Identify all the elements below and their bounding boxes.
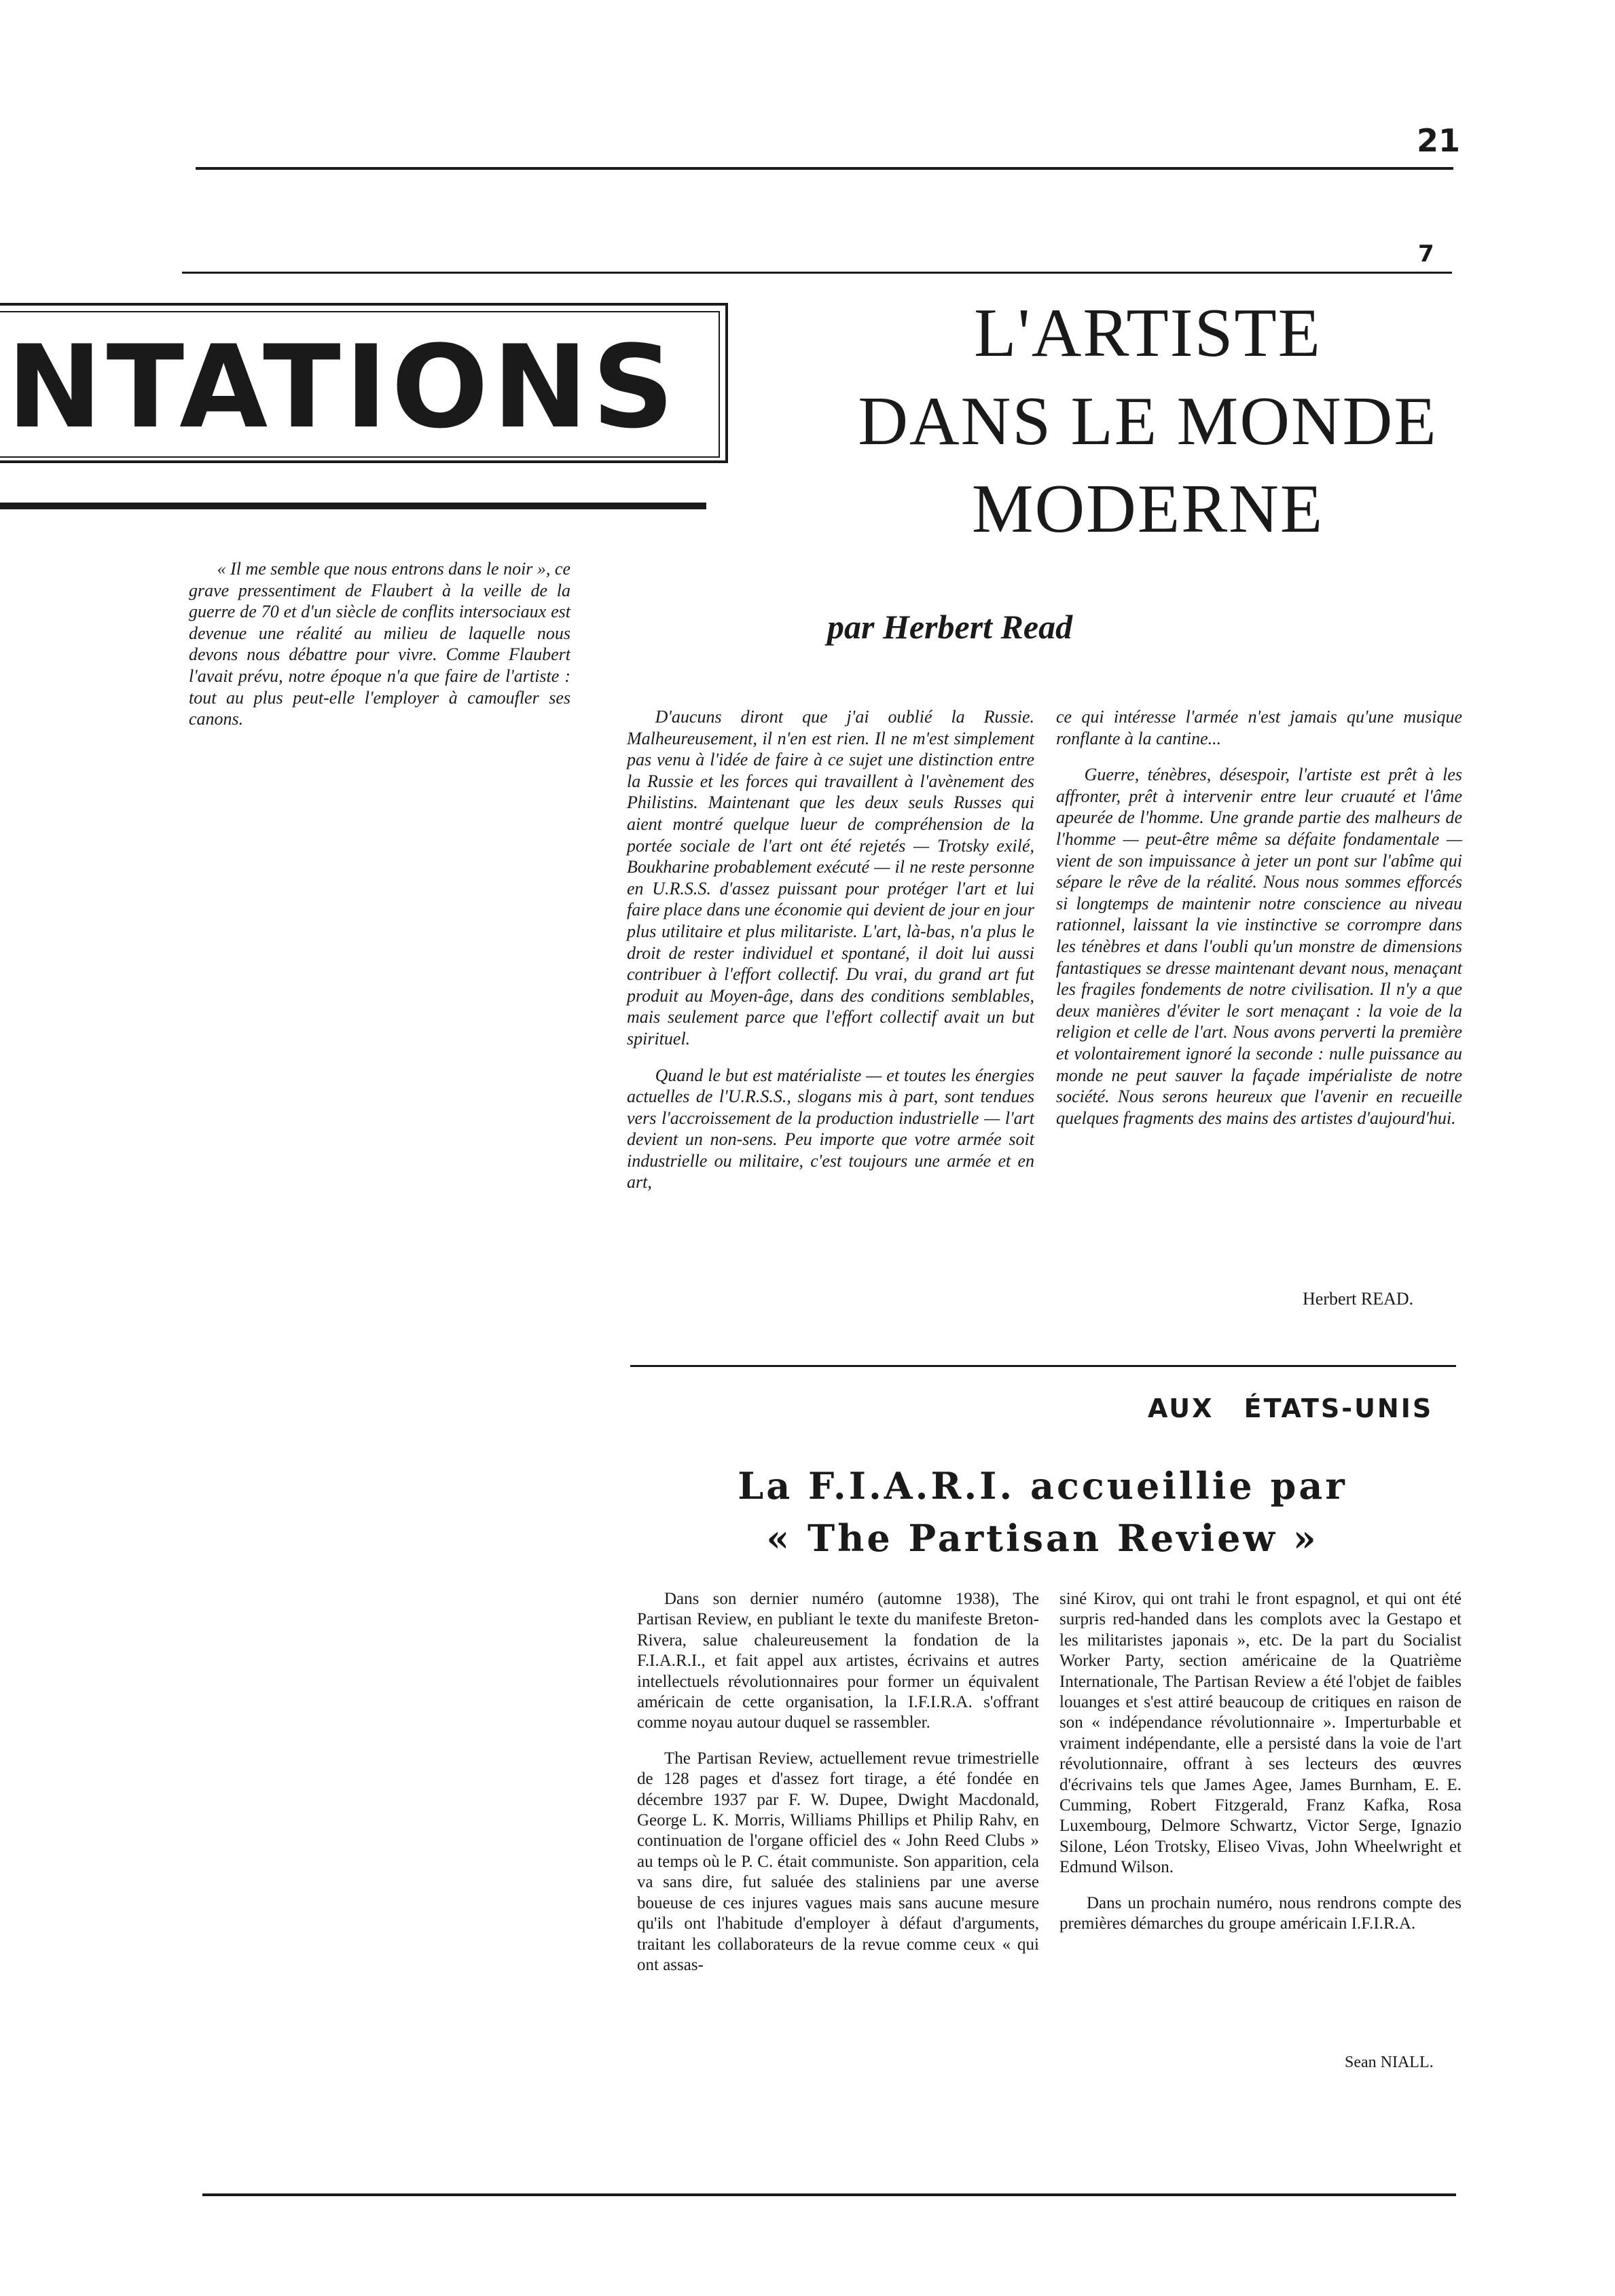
us-left-paragraph-2: The Partisan Review, actuellement revue trimestrielle de 128 pages et d'assez fort tirage, a été fondée en décembre 1937 par F. W. Dupee, Dwight Macdonald, George L. K. Morris, Williams Phillips et Philip Rahv, en continuation de l'organe officiel des « John Reed Clubs » au temps où le P. C. était communiste. Son apparition, cela va sans dire, fut saluée des staliniens par une averse boueuse de ces injures vagues mais sans aucune mesure qu'ils ont l'habitude d'employer à défaut d'arguments, traitant les collaborateurs de la revue comme ceux « qui ont assas- <box>637 1749 1039 1974</box>
us-left-paragraph-1: Dans son dernier numéro (automne 1938), The Partisan Review, en publiant le texte du manifeste Breton-Rivera, salue chaleureusement la fondation de la F.I.A.R.I., et fait appel aux artistes, écrivains et autres intellectuels révolutionnaires pour former un équivalent américain de cette organisation, la I.F.I.R.A. s'offrant comme noyau autour duquel se rassembler. <box>637 1590 1039 1732</box>
title-line-3: MODERNE <box>971 471 1324 548</box>
banner-title: NTATIONS <box>7 321 678 454</box>
us-right-column <box>1059 1589 1462 1935</box>
title-line-2: DANS LE MONDE <box>858 382 1438 460</box>
article-middle-column <box>627 706 1034 1193</box>
page-number: 21 <box>1417 122 1461 159</box>
title-line-1: L'ARTISTE <box>974 295 1322 371</box>
section-label: AUX ÉTATS-UNIS <box>1148 1393 1434 1423</box>
mid-col-paragraph-1: D'aucuns diront que j'ai oublié la Russie. Malheureusement, il n'en est rien. Il ne m'est simplement pas venu à l'idée de faire à ce sujet une distinction entre la Russie et les forces qui travaillent à l'avènement des Philistins. Maintenant que les deux seuls Russes qui aient montré quelque lueur de compréhension de la portée sociale de l'art ont été rejetés — Trotsky exilé, Boukharine probablement exécuté — il ne reste personne en U.R.S.S. d'assez puissant pour protéger l'art et lui faire place dans une économie qui devient de jour en jour plus utilitaire et plus militariste. L'art, là-bas, n'a plus le droit de rester individuel et spontané, il doit lui aussi contribuer à l'effort collectif. Du vrai, du grand art fut produit au Moyen-âge, dans des conditions semblables, mais seulement parce que l'effort collectif avait un but spirituel. <box>627 707 1034 1049</box>
article-title <box>801 289 1494 553</box>
left-col-paragraph-1: « Il me semble que nous entrons dans le noir », ce grave pressentiment de Flaubert à la veille de la guerre de 70 et d'un siècle de conflits intersociaux est devenue une réalité au milieu de laquelle nous devons nous débattre pour vivre. Comme Flaubert l'avait prévu, notre époque n'a que faire de l'artiste : tout au plus peut-elle l'employer à camoufler ses canons. <box>189 559 570 729</box>
section-divider <box>630 1365 1456 1367</box>
right-col-paragraph-1: ce qui intéresse l'armée n'est jamais qu'une musique ronflante à la cantine... <box>1056 707 1462 748</box>
corner-mark: 7 <box>1418 240 1434 268</box>
us-right-paragraph-1: siné Kirov, qui ont trahi le front espagnol, et qui ont été surpris red-handed dans les complots avec la Gestapo et les militaristes japonais », etc. De la part du Socialist Worker Party, section américaine de la Quatrième Internationale, The Partisan Review a été l'objet de faibles louanges et s'est attiré beaucoup de critiques en raison de son « indépendance révolutionnaire ». Imperturbable et vraiment indépendante, elle a persisté dans la voie de l'art révolutionnaire, offrant à ses lecteurs des œuvres d'écrivains tels que James Agee, James Burnham, E. E. Cumming, Robert Fitzgerald, Franz Kafka, Rosa Luxembourg, Delmore Schwartz, Victor Serge, Ignazio Silone, Léon Trotsky, Eliseo Vivas, John Wheelwright et Edmund Wilson. <box>1059 1590 1462 1877</box>
us-headline <box>632 1460 1453 1564</box>
headline-line-1: La F.I.A.R.I. accueillie par <box>738 1464 1347 1508</box>
mid-col-paragraph-2: Quand le but est matérialiste — et toutes les énergies actuelles de l'U.R.S.S., slogans mis à part, sont tendues vers l'accroissement de la production industrielle — l'art devient un non-sens. Peu importe que votre armée soit industrielle ou militaire, c'est toujours une armée et en art, <box>627 1065 1034 1192</box>
headline-line-2: « The Partisan Review » <box>766 1516 1319 1560</box>
article-left-column <box>189 558 570 730</box>
article-byline: par Herbert Read <box>827 608 1073 646</box>
right-col-paragraph-2: Guerre, ténèbres, désespoir, l'artiste est prêt à les affronter, prêt à intervenir entre leur cruauté et l'âme apeurée de l'homme. Une grande partie des malheurs de l'homme — peut-être même sa défaite fondamentale — vient de son impuissance à jeter un pont sur l'abîme qui sépare le rêve de la réalité. Nous nous sommes efforcés si longtemps de maintenir notre conscience au niveau rationnel, laissant la vie instinctive se corrompre dans les ténèbres et dans l'oubli qu'un monstre de dimensions fantastiques se dresse maintenant devant nous, menaçant les fragiles fondements de notre civilisation. Il n'y a que deux manières d'éviter le sort menaçant : la voie de la religion et celle de l'art. Nous avons perverti la première et volontairement ignoré la seconde : nulle puissance au monde ne peut sauver la façade impérialiste de notre société. Nous serons heureux que l'avenir en recueille quelques fragments des mains des artistes d'aujourd'hui. <box>1056 765 1462 1128</box>
us-right-paragraph-2: Dans un prochain numéro, nous rendrons compte des premières démarches du groupe américain I.F.I.R.A. <box>1059 1893 1462 1933</box>
us-left-column <box>637 1589 1039 1975</box>
banner-underline <box>0 503 706 509</box>
top-rule <box>196 167 1453 170</box>
article-right-column <box>1056 706 1462 1129</box>
us-signature: Sean NIALL. <box>1345 2054 1434 2071</box>
article-signature: Herbert READ. <box>1303 1289 1414 1309</box>
section-banner <box>0 303 728 463</box>
bottom-rule <box>202 2193 1456 2196</box>
header-rule <box>182 272 1452 274</box>
